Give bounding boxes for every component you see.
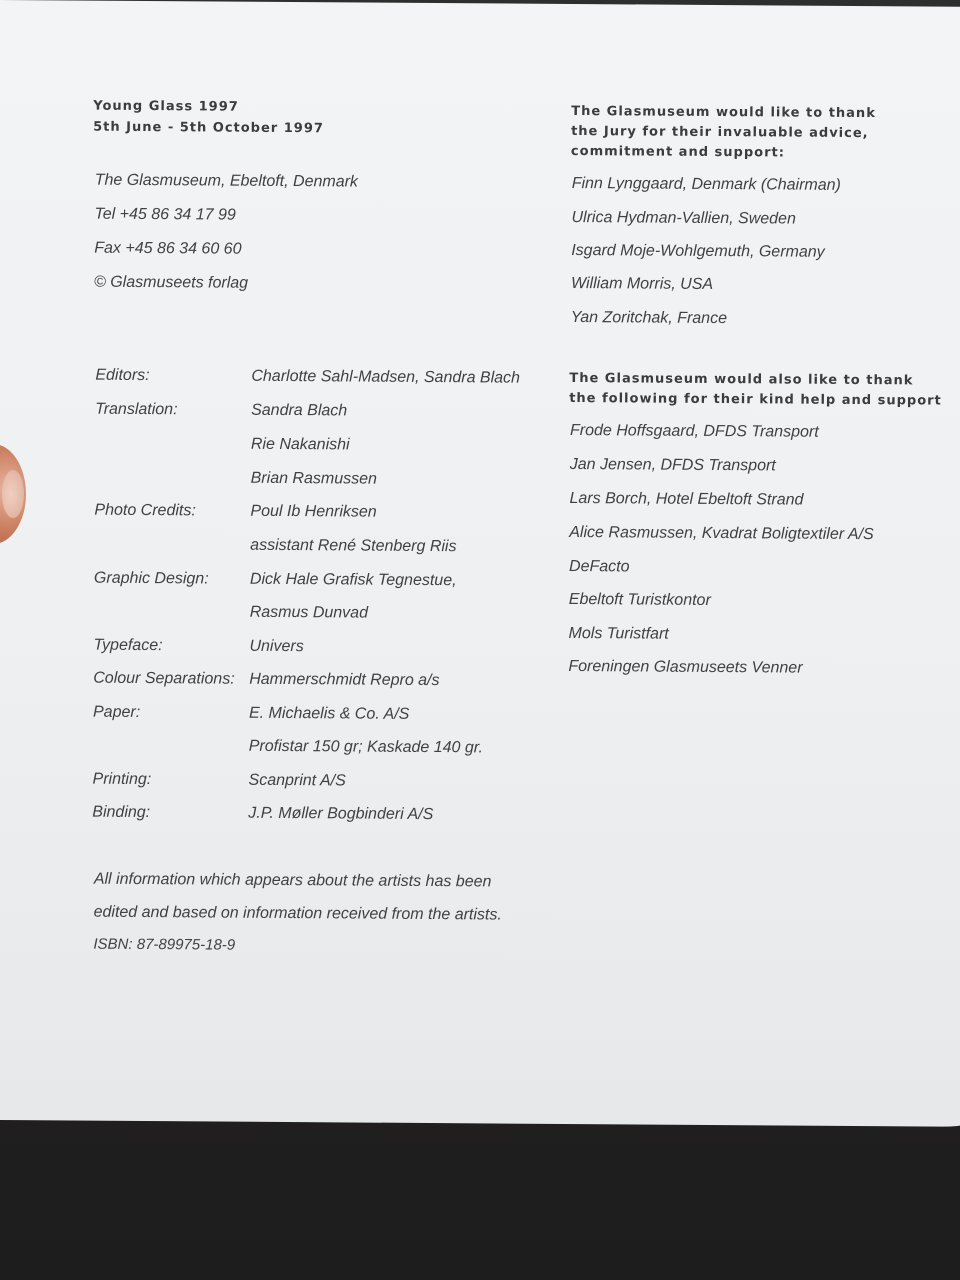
- translation-label: Translation:: [95, 400, 178, 419]
- finger-nail: [2, 470, 24, 518]
- binding-label: Binding:: [92, 803, 151, 822]
- artist-info-note-line-1: All information which appears about the artists has been: [93, 870, 492, 891]
- thanks-heading-line-1: The Glasmuseum would also like to thank: [569, 370, 914, 389]
- publisher-copyright: © Glasmuseets forlag: [93, 273, 249, 292]
- graphic-design-label: Graphic Design:: [93, 569, 209, 588]
- thanks-list-item: Lars Borch, Hotel Ebeltoft Strand: [569, 489, 804, 509]
- jury-member: Isgard Moje-Wohlgemuth, Germany: [571, 241, 825, 261]
- jury-member: Finn Lynggaard, Denmark (Chairman): [571, 174, 841, 194]
- exhibition-dates: 5th June - 5th October 1997: [93, 119, 325, 137]
- thanks-list-item: Jan Jensen, DFDS Transport: [569, 455, 776, 475]
- typeface-label: Typeface:: [93, 636, 163, 655]
- museum-address: The Glasmuseum, Ebeltoft, Denmark: [94, 171, 359, 191]
- thanks-list-item: Ebeltoft Turistkontor: [568, 590, 711, 609]
- artist-info-note-line-2: edited and based on information received from the artists.: [93, 903, 502, 924]
- thanks-list-item: Foreningen Glasmuseets Venner: [568, 657, 803, 677]
- thanks-list-item: Alice Rasmussen, Kvadrat Boligtextiler A/S: [569, 523, 874, 544]
- editors-label: Editors:: [95, 366, 150, 385]
- colour-separations-label: Colour Separations:: [93, 669, 235, 688]
- jury-heading-line-2: the Jury for their invaluable advice,: [571, 123, 869, 142]
- thanks-list-item: DeFacto: [568, 557, 630, 576]
- printing-value: Scanprint A/S: [248, 771, 346, 790]
- jury-member: William Morris, USA: [570, 274, 714, 293]
- binding-value: J.P. Møller Bogbinderi A/S: [248, 804, 434, 824]
- museum-fax: Fax +45 86 34 60 60: [94, 239, 242, 258]
- photo-credits-value-2: assistant René Stenberg Riis: [250, 536, 457, 556]
- photo-credits-label: Photo Credits:: [94, 501, 196, 520]
- jury-heading-line-3: commitment and support:: [570, 143, 785, 161]
- paper-label: Paper:: [92, 703, 141, 721]
- jury-heading-line-1: The Glasmuseum would like to thank: [571, 103, 876, 122]
- editors-value: Charlotte Sahl-Madsen, Sandra Blach: [251, 367, 521, 387]
- exhibition-title: Young Glass 1997: [93, 98, 239, 115]
- translation-value-3: Brian Rasmussen: [250, 469, 378, 488]
- translation-value-1: Sandra Blach: [251, 401, 348, 420]
- isbn: ISBN: 87-89975-18-9: [93, 935, 236, 954]
- jury-member: Yan Zoritchak, France: [570, 308, 728, 328]
- jury-member: Ulrica Hydman-Vallien, Sweden: [571, 208, 796, 228]
- typeface-value: Univers: [249, 637, 304, 656]
- graphic-design-value-1: Dick Hale Grafisk Tegnestue,: [249, 570, 457, 590]
- printing-label: Printing:: [92, 770, 152, 789]
- thanks-heading-line-2: the following for their kind help and support: [569, 390, 942, 409]
- graphic-design-value-2: Rasmus Dunvad: [249, 603, 369, 622]
- paper-value-1: E. Michaelis & Co. A/S: [248, 704, 410, 723]
- thanks-list-item: Frode Hoffsgaard, DFDS Transport: [569, 421, 819, 441]
- museum-phone: Tel +45 86 34 17 99: [94, 205, 236, 224]
- translation-value-2: Rie Nakanishi: [250, 435, 350, 454]
- photo-credits-value-1: Poul Ib Henriksen: [250, 502, 377, 521]
- thanks-list-item: Mols Turistfart: [568, 624, 669, 643]
- paper-value-2: Profistar 150 gr; Kaskade 140 gr.: [248, 737, 484, 757]
- colour-separations-value: Hammerschmidt Repro a/s: [249, 670, 440, 690]
